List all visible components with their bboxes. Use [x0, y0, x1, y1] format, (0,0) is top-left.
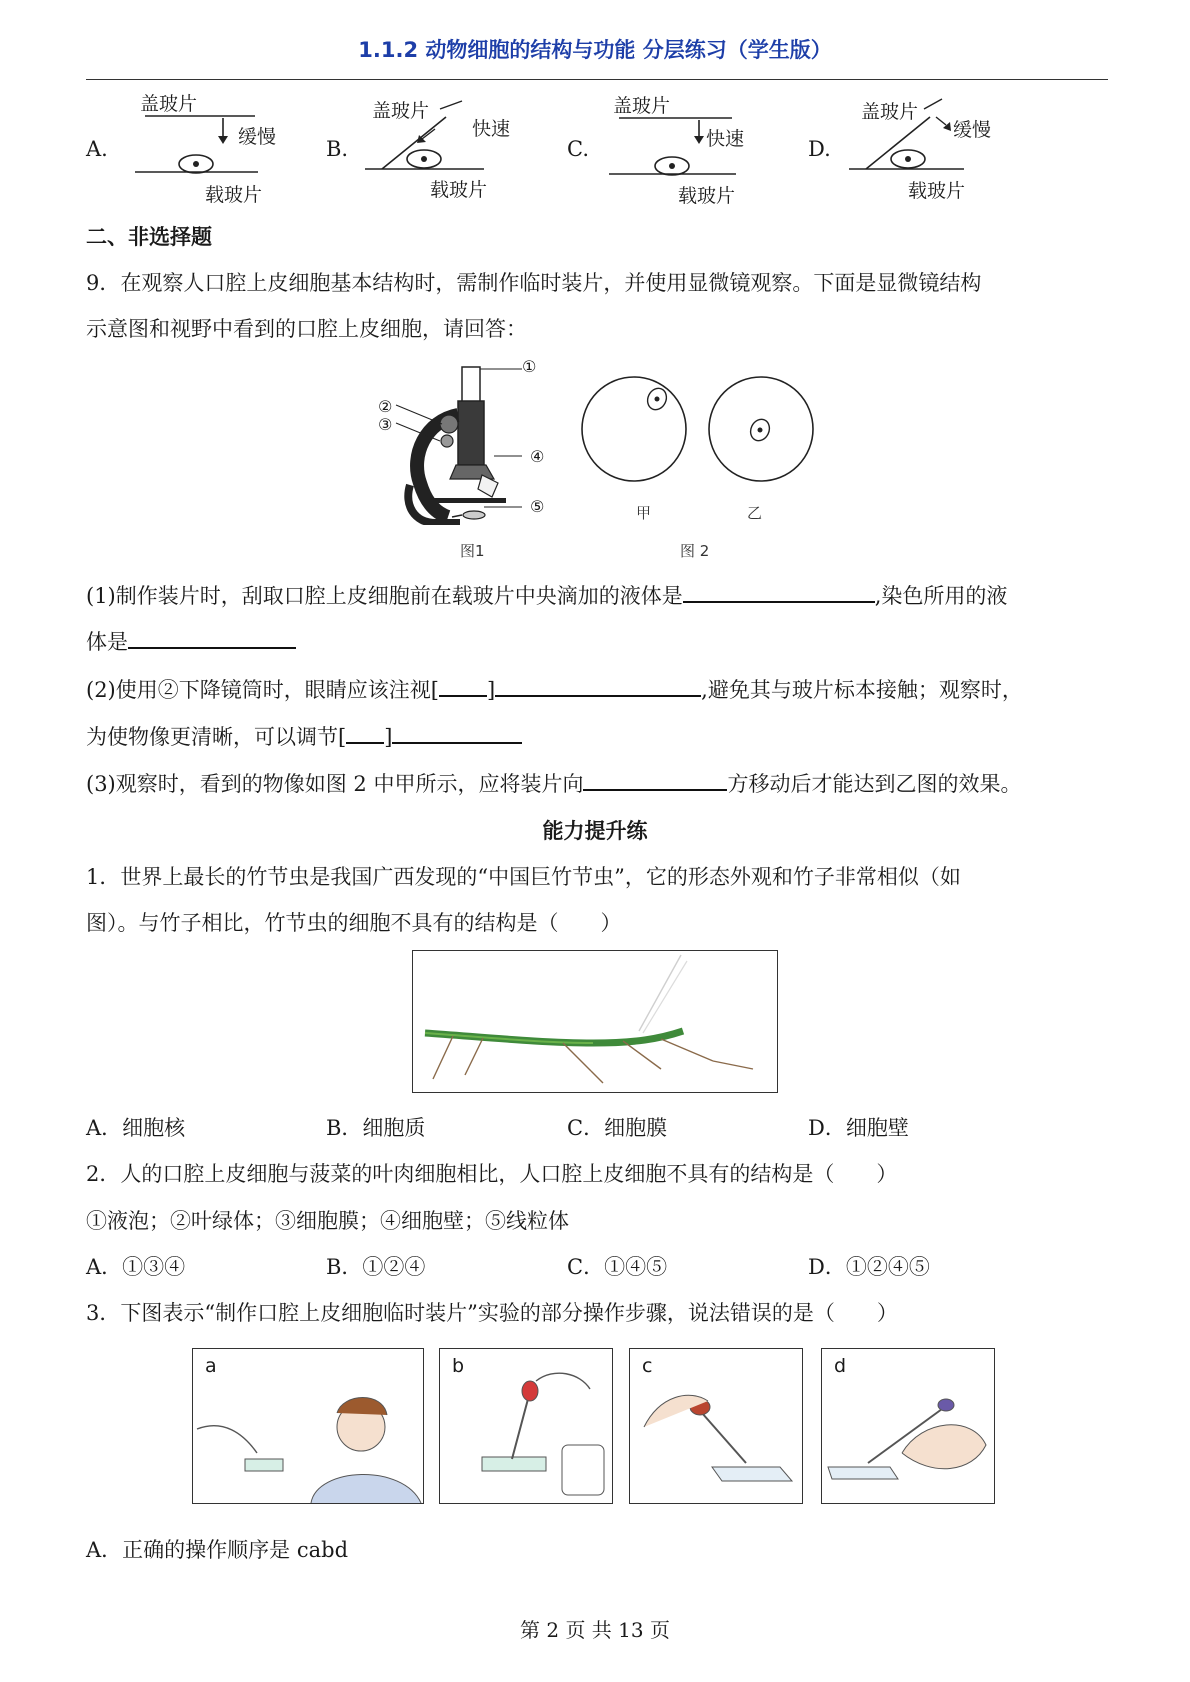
fig-label-2: ② [378, 397, 393, 416]
header-divider [86, 79, 1108, 80]
fig-label-1: ① [522, 357, 537, 376]
answer-blank-4[interactable] [495, 675, 701, 697]
q9-part3-text-a: (3)观察时，看到的物像如图 2 中甲所示，应将装片向 [86, 772, 584, 796]
slide-label-a: 载玻片 [205, 184, 263, 206]
coverslip-diagram-d [846, 95, 976, 175]
panel-b-illustration [440, 1349, 612, 1503]
slide-label-c: 载玻片 [678, 185, 736, 207]
q9-part1-text-a: (1)制作装片时，刮取口腔上皮细胞前在载玻片中央滴加的液体是 [86, 584, 683, 608]
speed-label-d: 缓慢 [953, 119, 992, 141]
a1-option-c[interactable]: C．细胞膜 [567, 1116, 668, 1140]
answer-blank-7[interactable] [583, 769, 727, 791]
cover-slip-label-d: 盖玻片 [861, 101, 919, 123]
answer-blank-3[interactable] [439, 675, 487, 697]
section-title-ability: 能力提升练 [542, 818, 648, 843]
q9-stem-line1: 9．在观察人口腔上皮细胞基本结构时，需制作临时装片，并使用显微镜观察。下面是显微镜结构 [86, 271, 982, 295]
q9-part1-text-c: 体是 [86, 630, 128, 654]
section-title-nonchoice: 二、非选择题 [86, 224, 212, 249]
stick-insect-illustration [413, 951, 777, 1092]
q9-part3-line [86, 768, 1021, 798]
coverslip-diagram-c [604, 114, 744, 184]
answer-blank-2[interactable] [128, 627, 296, 649]
q8-option-a-label: A. [86, 137, 108, 161]
panel-b-label: b [452, 1355, 465, 1377]
a1-stem-line2: 图）。与竹子相比，竹节虫的细胞不具有的结构是（ ） [86, 911, 622, 935]
q9-part2-text-a: (2)使用②下降镜筒时，眼睛应该注视[ [86, 678, 439, 702]
panel-a-label: a [205, 1355, 217, 1377]
fig-label-4: ④ [530, 447, 545, 466]
answer-blank-1[interactable] [683, 581, 875, 603]
page-footer: 第 2 页 共 13 页 [520, 1618, 670, 1642]
field-yi-label: 乙 [747, 504, 763, 522]
cover-slip-label-a: 盖玻片 [140, 93, 198, 115]
panel-a-illustration [193, 1349, 423, 1503]
coverslip-diagram-a [130, 112, 270, 182]
a3-option-a[interactable]: A．正确的操作顺序是 cabd [86, 1538, 349, 1562]
panel-d-label: d [834, 1355, 847, 1377]
slide-label-b: 载玻片 [430, 179, 488, 201]
fig-label-3: ③ [378, 415, 393, 434]
q9-part2-text-c: ,避免其与玻片标本接触；观察时， [701, 678, 1023, 702]
speed-label-b: 快速 [472, 118, 511, 140]
page-title: 1.1.2 动物细胞的结构与功能 分层练习（学生版） [358, 38, 832, 62]
a2-option-b[interactable]: B．①②④ [326, 1255, 426, 1279]
answer-blank-5[interactable] [346, 722, 384, 744]
q8-option-c-label: C. [567, 137, 589, 161]
a3-stem-line1: 3．下图表示“制作口腔上皮细胞临时装片”实验的部分操作步骤，说法错误的是（ ） [86, 1301, 898, 1325]
q9-part2-text-d: 为使物像更清晰，可以调节[ [86, 725, 347, 749]
q8-option-d-label: D. [808, 137, 831, 161]
field-jia-label: 甲 [636, 504, 652, 522]
answer-blank-6[interactable] [392, 722, 522, 744]
cover-slip-label-b: 盖玻片 [372, 100, 430, 122]
a2-stem-line2: ①液泡；②叶绿体；③细胞膜；④细胞壁；⑤线粒体 [86, 1209, 569, 1233]
field-of-view-figure [578, 375, 824, 487]
stick-insect-photo [412, 950, 778, 1093]
panel-c-illustration [630, 1349, 802, 1503]
speed-label-a: 缓慢 [238, 126, 277, 148]
panel-c-label: c [642, 1355, 653, 1377]
step-panel-a [192, 1348, 424, 1504]
slide-label-d: 载玻片 [908, 180, 966, 202]
q9-part1-text-b: ,染色所用的液 [874, 584, 1008, 608]
step-panel-d [821, 1348, 995, 1504]
speed-label-c: 快速 [706, 128, 745, 150]
q9-part2-text-b: ] [486, 678, 496, 702]
coverslip-diagram-b [362, 95, 492, 175]
fig-label-5: ⑤ [530, 497, 545, 516]
q9-part2-line1 [86, 674, 1023, 704]
a1-option-d[interactable]: D．细胞壁 [808, 1116, 909, 1140]
a1-option-a[interactable]: A．细胞核 [86, 1116, 186, 1140]
q9-part1-line2 [86, 626, 296, 656]
fig2-caption: 图 2 [680, 542, 710, 560]
step-panel-b [439, 1348, 613, 1504]
a1-stem-line1: 1．世界上最长的竹节虫是我国广西发现的“中国巨竹节虫”，它的形态外观和竹子非常相似（如 [86, 865, 961, 889]
panel-d-illustration [822, 1349, 994, 1503]
a1-option-b[interactable]: B．细胞质 [326, 1116, 426, 1140]
a2-option-a[interactable]: A．①③④ [86, 1255, 186, 1279]
q9-part1-line1 [86, 580, 1007, 610]
a2-option-d[interactable]: D．①②④⑤ [808, 1255, 930, 1279]
q9-part2-text-e: ] [384, 725, 393, 749]
cover-slip-label-c: 盖玻片 [613, 95, 671, 117]
step-panel-c [629, 1348, 803, 1504]
q9-part3-text-b: 方移动后才能达到乙图的效果。 [727, 772, 1022, 796]
a2-stem-line1: 2．人的口腔上皮细胞与菠菜的叶肉细胞相比，人口腔上皮细胞不具有的结构是（ ） [86, 1162, 898, 1186]
q9-stem-line2: 示意图和视野中看到的口腔上皮细胞，请回答： [86, 317, 527, 341]
a2-option-c[interactable]: C．①④⑤ [567, 1255, 668, 1279]
fig1-caption: 图1 [460, 542, 485, 560]
q8-option-b-label: B. [326, 137, 349, 161]
q9-part2-line2 [86, 721, 522, 751]
microscope-figure [370, 355, 555, 525]
